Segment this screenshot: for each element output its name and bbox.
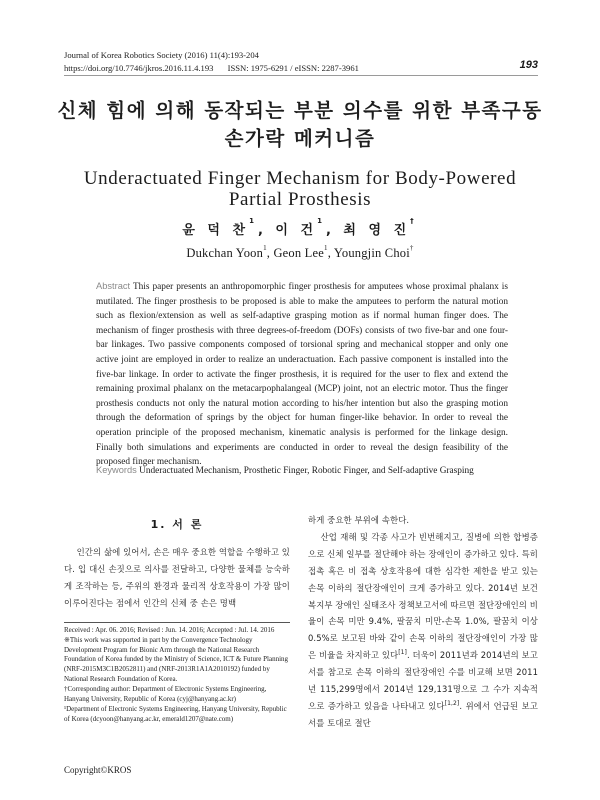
author-separator: , xyxy=(325,223,344,238)
footnote-divider xyxy=(64,622,290,623)
korean-title-line2: 손가락 메커니즘 xyxy=(224,127,376,150)
received-dates: Received : Apr. 06. 2016; Revised : Jun. 14. 2016; Accepted : Jul. 14. 2016 xyxy=(64,625,275,634)
author-ko-1: 윤 덕 찬 xyxy=(182,223,250,238)
korean-authors xyxy=(0,219,600,238)
paragraph: 인간의 삶에 있어서, 손은 매우 중요한 역할을 수행하고 있다. 입 대신 손짓으로 의사를 전달하고, 다양한 물체를 능숙하게 조작하는 등, 주위의 환경과 물리적 상호작용이 가장 많이 이루어진다는 점에서 인간의 신체 중 손은 명백 xyxy=(64,547,290,608)
footnotes xyxy=(64,626,290,725)
author-ko-1-mark: 1 xyxy=(249,217,258,225)
author-separator: , xyxy=(327,246,334,260)
page-number: 193 xyxy=(519,59,538,71)
keywords-text: Underactuated Mechanism, Prosthetic Finger, Robotic Finger, and Self-adaptive Grasping xyxy=(139,466,474,476)
paragraph xyxy=(308,529,538,732)
right-column xyxy=(308,512,538,732)
journal-citation: Journal of Korea Robotics Society (2016) 11(4):193-204 xyxy=(64,50,259,60)
author-ko-3-mark: † xyxy=(410,217,418,225)
author-en-2-mark: 1 xyxy=(324,244,328,252)
english-title xyxy=(40,168,560,210)
author-en-3-mark: † xyxy=(409,244,414,252)
author-en-1: Dukchan Yoon xyxy=(186,246,264,260)
paragraph-text: . 더욱이 2011년과 2014년의 보고서를 참고로 손목 이하의 절단장애인 수를 비교해 보면 2011년 115,299명에서 2014년 129,131명으로 그 수가 지속적으로 증가하고 있음을 나타내고 있다 xyxy=(308,650,538,711)
doi-link[interactable]: https://doi.org/10.7746/jkros.2016.11.4.193 xyxy=(64,62,214,73)
author-separator: , xyxy=(257,223,276,238)
paragraph-text: 산업 재해 및 각종 사고가 빈번해지고, 질병에 의한 합병증으로 신체 일부를 절단해야 하는 장애인이 증가하고 있다. 특히 접촉 혹은 비 접촉 상호작용에 대한 심각한 제한을 받고 있는 손목 이하의 절단장애인이 크게 증가하고 있다. 2014년 보건복지부 장애인 실태조사 정책보고서에 따르면 절단장애인의 비율이 손목 미만 9.4%, 팔꿈치 미만-손목 1.0%, 팔꿈치 이상 0.5%로 보고된 바와 같이 손목 이하의 절단장애인이 가장 많은 비율을 차지하고 있다 xyxy=(308,531,538,661)
keywords xyxy=(96,464,508,478)
english-title-line2: Partial Prosthesis xyxy=(228,189,372,210)
author-en-2: Geon Lee xyxy=(273,246,324,260)
abstract-text: This paper presents an anthropomorphic finger prosthesis for amputees whose proximal phalanx is mutilated. The finger prosthesis to be proposed is able to make the amputees to perform the natural motion such as flexion/extension as well as self-adaptive grasping motion as if normal human finger does. The mechanism of finger prosthesis with three degrees-of-freedom (DOFs) consists of two five-bar and one four-bar linkages. Two passive components composed of torsional spring and mechanical stopper and only one active joint are employed in order to realize an underactuation. Each passive component is installed into the five-bar linkage. In order to activate the finger prosthesis, it is required for the user to flex and extend the remaining proximal phalanx on the metacarpophalangeal (MCP) joint, not an electric motor. Thus the finger prosthesis conducts not only the natural motion according to his/her intention but also the grasping motion through the deformation of springs by the object for human finger-like behavior. In order to reveal the operation principle of the proposed mechanism, kinematic analysis is performed for the linkage design. Finally both simulations and experiments are conducted in order to reveal the design feasibility of the proposed finger mechanism. xyxy=(96,282,508,468)
author-ko-3: 최 영 진 xyxy=(343,223,411,238)
corresponding-author: †Corresponding author: Department of Electronic Systems Engineering, Hanyang University, Republic of Korea (cyj@hanyang.ac.kr) xyxy=(64,685,267,703)
abstract-label: Abstract xyxy=(96,281,131,291)
paragraph-text: . 위에서 언급된 보고서를 토대로 절단 xyxy=(308,700,538,728)
left-column xyxy=(64,512,290,726)
english-title-line1: Underactuated Finger Mechanism for Body-Powered xyxy=(83,168,517,189)
intro-paragraph-left xyxy=(64,544,290,612)
citation[interactable]: [1,2] xyxy=(444,699,460,707)
abstract xyxy=(96,279,508,470)
journal-header xyxy=(64,49,359,74)
funding-note: ※This work was supported in part by the Convergence Technology Development Program for Bionic Arm through the National Research Foundation of Korea funded by the Ministry of Science, ICT & Future Planning (NRF-2015M3C1B2052811) and (NRF-2013R1A1A2010192) funded by National Research Foundation of Korea. xyxy=(64,636,289,683)
author-separator: , xyxy=(266,246,274,260)
author-affiliation: ¹Department of Electronic Systems Engineering, Hanyang University, Republic of Korea (dcyoon@hanyang.ac.kr, emerald1207@nate.com) xyxy=(64,705,287,723)
author-en-3: Youngjin Choi xyxy=(333,246,410,260)
author-en-1-mark: 1 xyxy=(263,244,267,252)
header-divider xyxy=(64,75,538,76)
author-ko-2-mark: 1 xyxy=(317,217,326,225)
intro-paragraph-right xyxy=(308,512,538,732)
paragraph-continuation: 하게 중요한 부위에 속한다. xyxy=(308,515,410,525)
english-authors xyxy=(0,246,600,261)
korean-title-line1: 신체 힘에 의해 동작되는 부분 의수를 위한 부족구동 xyxy=(57,99,543,122)
copyright: Copyright©KROS xyxy=(64,765,132,775)
section-title: 1. 서 론 xyxy=(150,518,204,531)
author-ko-2: 이 건 xyxy=(275,223,318,238)
issn: ISSN: 1975-6291 / eISSN: 2287-3961 xyxy=(227,62,359,73)
citation[interactable]: [1] xyxy=(398,649,408,657)
korean-title xyxy=(40,97,560,153)
keywords-label: Keywords xyxy=(96,465,137,475)
